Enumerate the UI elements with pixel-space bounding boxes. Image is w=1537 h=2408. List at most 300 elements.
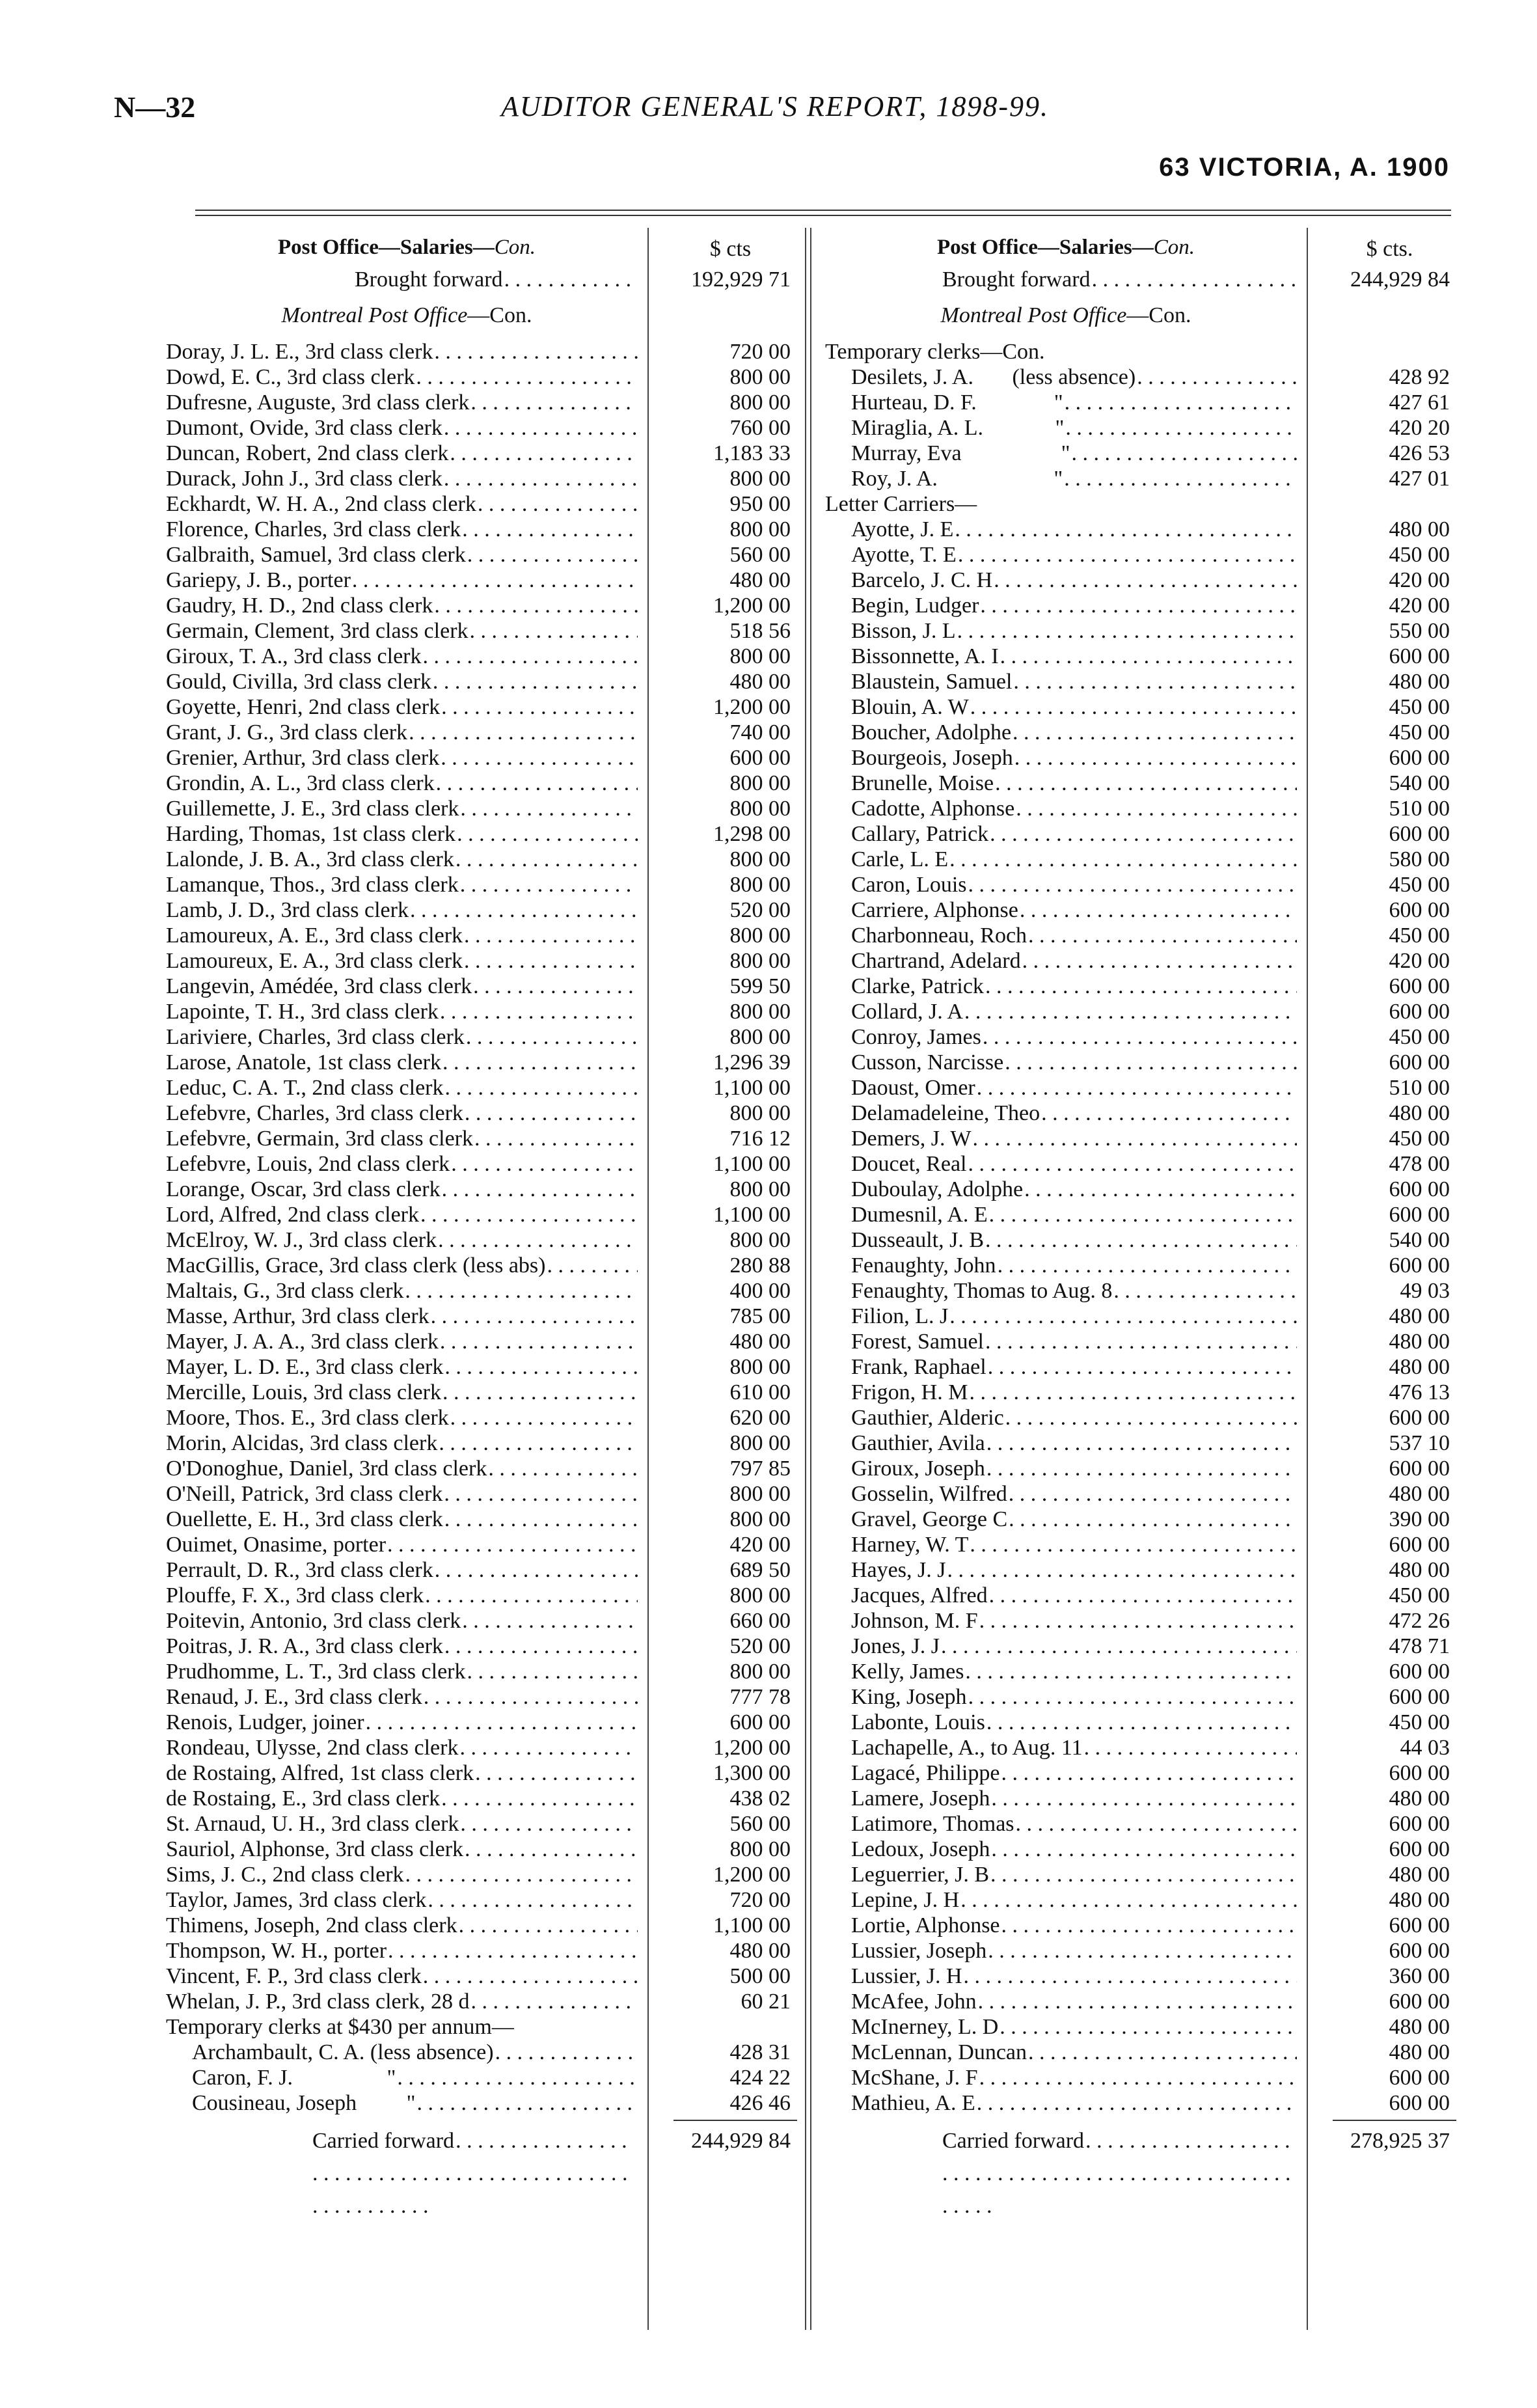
entry-name: Doray, J. L. E., 3rd class clerk <box>166 340 433 364</box>
entry-amount: 600 00 <box>1389 644 1450 668</box>
ledger-row <box>166 364 800 390</box>
header-rule <box>195 210 1451 211</box>
ledger-row <box>166 542 800 568</box>
entry-name: Gauthier, Alderic <box>851 1406 1004 1430</box>
brought-forward-row <box>166 267 800 292</box>
entry-name: Desilets, J. A. (less absence) <box>851 365 1136 389</box>
entry-amount: 480 00 <box>729 568 791 592</box>
entry-amount: 480 00 <box>1389 1304 1450 1328</box>
ledger-row <box>166 999 800 1024</box>
entry-amount: 600 00 <box>1389 1050 1450 1074</box>
ledger-row <box>166 568 800 593</box>
entry-amount: 689 50 <box>729 1558 791 1582</box>
entry-name: Delamadeleine, Theo <box>851 1101 1041 1125</box>
unit-header: $ cts <box>709 237 752 261</box>
ledger-row <box>825 1583 1460 1608</box>
ledger-row <box>825 1481 1460 1507</box>
entry-amount: 480 00 <box>729 670 791 694</box>
entry-name: Sims, J. C., 2nd class clerk <box>166 1863 404 1887</box>
ledger-row <box>825 1151 1460 1177</box>
ledger-row <box>166 745 800 771</box>
entry-amount: 800 00 <box>729 644 791 668</box>
ledger-row <box>166 821 800 847</box>
entry-name: Duboulay, Adolphe <box>851 1177 1024 1201</box>
ledger-row <box>166 339 800 364</box>
entry-name: Cadotte, Alphonse <box>851 797 1015 821</box>
ledger-row <box>825 1963 1460 1989</box>
entry-name: Conroy, James <box>851 1025 981 1049</box>
entry-amount: 760 00 <box>729 416 791 440</box>
total-rule <box>166 2116 800 2125</box>
ledger-row <box>166 1075 800 1101</box>
ledger-row <box>166 1811 800 1837</box>
entry-name: Mayer, L. D. E., 3rd class clerk <box>166 1355 444 1379</box>
ledger-row <box>825 542 1460 568</box>
entry-name: Caron, Louis <box>851 873 967 897</box>
entry-name: Temporary clerks at $430 per annum— <box>166 2015 514 2039</box>
entry-name: Caron, F. J. " <box>192 2066 396 2090</box>
entry-amount: 49 03 <box>1400 1279 1450 1303</box>
section-heading-con: —Con. <box>1126 303 1191 327</box>
entry-amount: 610 00 <box>729 1380 791 1404</box>
entry-name: Taylor, James, 3rd class clerk <box>166 1888 427 1912</box>
entry-amount: 800 00 <box>729 771 791 795</box>
entry-amount: 600 00 <box>1389 2091 1450 2115</box>
entry-amount: 1,183 33 <box>713 441 791 465</box>
entry-amount: 476 13 <box>1389 1380 1450 1404</box>
entry-name: Gauthier, Avila <box>851 1431 985 1455</box>
entry-amount: 426 46 <box>729 2091 791 2115</box>
entry-name: Larose, Anatole, 1st class clerk <box>166 1050 441 1074</box>
ledger-row <box>166 1887 800 1913</box>
entry-name: Brunelle, Moise <box>851 771 994 795</box>
entry-amount: 600 00 <box>1389 1837 1450 1861</box>
ledger-row <box>825 1405 1460 1430</box>
entry-name: Hurteau, D. F. " <box>851 390 1063 415</box>
section-heading-text: Montreal Post Office <box>281 303 468 327</box>
entry-name: Carle, L. E <box>851 847 949 871</box>
entry-name: de Rostaing, E., 3rd class clerk <box>166 1786 441 1811</box>
entry-amount: 560 00 <box>729 543 791 567</box>
ledger-row <box>166 1202 800 1227</box>
brought-forward-amount: 192,929 71 <box>691 267 791 292</box>
entry-amount: 450 00 <box>1389 924 1450 948</box>
ledger-row <box>166 1304 800 1329</box>
entry-name: Bissonnette, A. I <box>851 644 999 668</box>
ledger-row <box>825 821 1460 847</box>
entry-name: Blouin, A. W <box>851 695 969 719</box>
entry-amount: 800 00 <box>729 1025 791 1049</box>
entry-amount: 740 00 <box>729 720 791 745</box>
ledger-row <box>825 1126 1460 1151</box>
ledger-row <box>825 2014 1460 2040</box>
entry-name: Goyette, Henri, 2nd class clerk <box>166 695 441 719</box>
entry-name: Cusson, Narcisse <box>851 1050 1004 1074</box>
page-number: N—32 <box>114 90 196 124</box>
entry-amount: 280 88 <box>729 1253 791 1278</box>
entry-amount: 1,100 00 <box>713 1152 791 1176</box>
entry-name: Ledoux, Joseph <box>851 1837 990 1861</box>
right-column <box>825 228 1460 2330</box>
ledger-row <box>166 1532 800 1557</box>
ledger-row <box>166 2040 800 2065</box>
ledger-row <box>825 669 1460 694</box>
entry-amount: 520 00 <box>729 1634 791 1658</box>
entry-name: Miraglia, A. L. " <box>851 416 1065 440</box>
entry-amount: 800 00 <box>729 1101 791 1125</box>
entry-amount: 500 00 <box>729 1964 791 1988</box>
ledger-row <box>166 415 800 441</box>
entry-name: Lord, Alfred, 2nd class clerk <box>166 1203 419 1227</box>
ledger-row <box>825 720 1460 745</box>
entry-amount: 472 26 <box>1389 1609 1450 1633</box>
right-rows <box>825 339 1460 2116</box>
unit-header: $ cts. <box>1366 237 1413 261</box>
entry-amount: 600 00 <box>1389 1000 1450 1024</box>
entry-amount: 800 00 <box>729 1482 791 1506</box>
entry-name: Lalonde, J. B. A., 3rd class clerk <box>166 847 454 871</box>
ledger-row <box>825 517 1460 542</box>
entry-name: Thompson, W. H., porter <box>166 1939 387 1963</box>
entry-name: Lepine, J. H <box>851 1888 960 1912</box>
entry-amount: 1,200 00 <box>713 1863 791 1887</box>
ledger-row <box>166 720 800 745</box>
entry-name: Carriere, Alphonse <box>851 898 1018 922</box>
entry-name: Clarke, Patrick <box>851 974 984 998</box>
entry-name: O'Donoghue, Daniel, 3rd class clerk <box>166 1457 487 1481</box>
entry-amount: 600 00 <box>1389 1203 1450 1227</box>
ledger-row <box>166 1380 800 1405</box>
entry-amount: 800 00 <box>729 1583 791 1608</box>
entry-amount: 478 00 <box>1389 1152 1450 1176</box>
ledger-row <box>166 1253 800 1278</box>
entry-amount: 800 00 <box>729 924 791 948</box>
entry-name: Lorange, Oscar, 3rd class clerk <box>166 1177 441 1201</box>
entry-name: Sauriol, Alphonse, 3rd class clerk <box>166 1837 464 1861</box>
entry-amount: 420 20 <box>1389 416 1450 440</box>
ledger-row <box>825 771 1460 796</box>
entry-name: Dowd, E. C., 3rd class clerk <box>166 365 415 389</box>
entry-amount: 478 71 <box>1389 1634 1450 1658</box>
entry-amount: 424 22 <box>729 2066 791 2090</box>
ledger-row <box>825 1684 1460 1710</box>
entry-name: Grondin, A. L., 3rd class clerk <box>166 771 435 795</box>
entry-amount: 480 00 <box>1389 1330 1450 1354</box>
ledger-row <box>166 1405 800 1430</box>
entry-name: Blaustein, Samuel <box>851 670 1013 694</box>
entry-amount: 480 00 <box>1389 1101 1450 1125</box>
ledger-row <box>825 1380 1460 1405</box>
brought-forward-row <box>825 267 1460 292</box>
entry-amount: 600 00 <box>1389 822 1450 846</box>
entry-name: Dusseault, J. B <box>851 1228 984 1252</box>
entry-amount: 600 00 <box>1389 1761 1450 1785</box>
entry-amount: 510 00 <box>1389 797 1450 821</box>
entry-name: Jacques, Alfred <box>851 1583 988 1608</box>
ledger-row <box>166 847 800 872</box>
ledger-row <box>166 1354 800 1380</box>
entry-name: Hayes, J. J <box>851 1558 946 1582</box>
entry-name: Plouffe, F. X., 3rd class clerk <box>166 1583 424 1608</box>
entry-name: McLennan, Duncan <box>851 2040 1027 2064</box>
entry-amount: 426 53 <box>1389 441 1450 465</box>
entry-amount: 800 00 <box>729 365 791 389</box>
entry-name: Florence, Charles, 3rd class clerk <box>166 517 461 541</box>
entry-amount: 480 00 <box>1389 670 1450 694</box>
entry-amount: 400 00 <box>729 1279 791 1303</box>
entry-amount: 800 00 <box>729 1355 791 1379</box>
ledger-row <box>166 1837 800 1862</box>
entry-amount: 720 00 <box>729 1888 791 1912</box>
entry-amount: 800 00 <box>729 1507 791 1531</box>
entry-amount: 480 00 <box>729 1939 791 1963</box>
entry-name: Begin, Ludger <box>851 594 979 618</box>
report-title: AUDITOR GENERAL'S REPORT, 1898-99. <box>501 90 1050 122</box>
ledger-row <box>825 923 1460 948</box>
entry-name: St. Arnaud, U. H., 3rd class clerk <box>166 1812 459 1836</box>
entry-name: Lefebvre, Germain, 3rd class clerk <box>166 1127 473 1151</box>
ledger-row <box>825 1304 1460 1329</box>
entry-name: de Rostaing, Alfred, 1st class clerk <box>166 1761 474 1785</box>
entry-name: Gosselin, Wilfred <box>851 1482 1007 1506</box>
entry-name: Kelly, James <box>851 1660 964 1684</box>
entry-name: Lefebvre, Louis, 2nd class clerk <box>166 1152 450 1176</box>
entry-amount: 480 00 <box>1389 1888 1450 1912</box>
column-title-con: Con. <box>1153 236 1195 259</box>
entry-amount: 800 00 <box>729 1228 791 1252</box>
column-header <box>166 228 800 267</box>
entry-amount: 800 00 <box>729 467 791 491</box>
entry-name: Lamoureux, E. A., 3rd class clerk <box>166 949 463 973</box>
section-heading <box>825 292 1307 339</box>
ledger-row <box>825 1278 1460 1304</box>
entry-name: Poitras, J. R. A., 3rd class clerk <box>166 1634 443 1658</box>
entry-name: Maltais, G., 3rd class clerk <box>166 1279 404 1303</box>
entry-amount: 600 00 <box>1389 1177 1450 1201</box>
ledger-row <box>825 897 1460 923</box>
column-header <box>825 228 1460 267</box>
ledger-row <box>166 1024 800 1050</box>
entry-name: Germain, Clement, 3rd class clerk <box>166 619 469 643</box>
entry-name: Lussier, J. H <box>851 1964 962 1988</box>
entry-name: Lamoureux, A. E., 3rd class clerk <box>166 924 463 948</box>
ledger-row <box>825 1329 1460 1354</box>
ledger-row <box>825 1608 1460 1634</box>
entry-amount: 600 00 <box>729 1710 791 1734</box>
entry-name: Fenaughty, Thomas to Aug. 8 <box>851 1279 1113 1303</box>
entry-name: McInerney, L. D <box>851 2015 999 2039</box>
entry-name: Charbonneau, Roch <box>851 924 1027 948</box>
entry-amount: 620 00 <box>729 1406 791 1430</box>
entry-name: Thimens, Joseph, 2nd class clerk <box>166 1913 457 1937</box>
entry-name: Dumesnil, A. E <box>851 1203 988 1227</box>
ledger-row <box>825 1354 1460 1380</box>
ledger-row <box>825 1507 1460 1532</box>
ledger-row <box>166 1177 800 1202</box>
entry-amount: 600 00 <box>1389 1457 1450 1481</box>
entry-amount: 600 00 <box>1389 1812 1450 1836</box>
ledger-row <box>825 1811 1460 1837</box>
ledger-row <box>825 491 1460 517</box>
ledger-row <box>166 466 800 491</box>
ledger-row <box>825 339 1460 364</box>
ledger-row <box>825 1887 1460 1913</box>
ledger-row <box>166 1278 800 1304</box>
entry-amount: 450 00 <box>1389 695 1450 719</box>
entry-name: Doucet, Real <box>851 1152 967 1176</box>
entry-name: Harney, W. T <box>851 1533 969 1557</box>
entry-name: Lefebvre, Charles, 3rd class clerk <box>166 1101 463 1125</box>
ledger-row <box>166 1913 800 1938</box>
entry-name: Rondeau, Ulysse, 2nd class clerk <box>166 1736 459 1760</box>
carried-forward-row <box>166 2125 800 2157</box>
entry-name: Filion, L. J <box>851 1304 949 1328</box>
ledger-row <box>825 1532 1460 1557</box>
ledger-row <box>166 1101 800 1126</box>
entry-name: Durack, John J., 3rd class clerk <box>166 467 442 491</box>
ledger-row <box>825 618 1460 644</box>
column-title-con: Con. <box>494 236 536 259</box>
ledger-row <box>166 1050 800 1075</box>
left-rows <box>166 339 800 2116</box>
header-rule-2 <box>195 215 1451 216</box>
ledger-row <box>825 2040 1460 2065</box>
ledger-row <box>825 1735 1460 1760</box>
entry-amount: 518 56 <box>729 619 791 643</box>
ledger-row <box>166 1786 800 1811</box>
entry-name: Boucher, Adolphe <box>851 720 1012 745</box>
entry-name: Gould, Civilla, 3rd class clerk <box>166 670 431 694</box>
entry-name: Mayer, J. A. A., 3rd class clerk <box>166 1330 439 1354</box>
ledger-row <box>166 897 800 923</box>
entry-amount: 600 00 <box>1389 1253 1450 1278</box>
ledger-row <box>825 1786 1460 1811</box>
entry-amount: 600 00 <box>1389 1939 1450 1963</box>
entry-amount: 480 00 <box>1389 1558 1450 1582</box>
ledger-row <box>166 2090 800 2116</box>
entry-name: Harding, Thomas, 1st class clerk <box>166 822 456 846</box>
entry-name: Whelan, J. P., 3rd class clerk, 28 d <box>166 1990 470 2014</box>
entry-name: Galbraith, Samuel, 3rd class clerk <box>166 543 466 567</box>
entry-amount: 600 00 <box>1389 1685 1450 1709</box>
entry-amount: 510 00 <box>1389 1076 1450 1100</box>
entry-name: Bourgeois, Joseph <box>851 746 1013 770</box>
entry-amount: 450 00 <box>1389 873 1450 897</box>
entry-name: Ayotte, T. E <box>851 543 957 567</box>
entry-name: Barcelo, J. C. H <box>851 568 993 592</box>
ledger-row <box>825 466 1460 491</box>
entry-name: Bisson, J. L <box>851 619 956 643</box>
entry-amount: 60 21 <box>741 1990 791 2014</box>
entry-name: Lamere, Joseph <box>851 1786 990 1811</box>
entry-amount: 480 00 <box>1389 517 1450 541</box>
entry-amount: 800 00 <box>729 1837 791 1861</box>
entry-amount: 800 00 <box>729 390 791 415</box>
entry-amount: 1,100 00 <box>713 1076 791 1100</box>
ledger-row <box>825 948 1460 974</box>
entry-amount: 560 00 <box>729 1812 791 1836</box>
entry-amount: 600 00 <box>1389 1533 1450 1557</box>
entry-amount: 800 00 <box>729 873 791 897</box>
entry-name: Murray, Eva " <box>851 441 1070 465</box>
carried-forward-amount: 278,925 37 <box>1350 2129 1450 2153</box>
entry-name: Daoust, Omer <box>851 1076 975 1100</box>
ledger-row <box>166 644 800 669</box>
entry-name: Lamb, J. D., 3rd class clerk <box>166 898 409 922</box>
entry-name: McAfee, John <box>851 1990 977 2014</box>
entry-amount: 427 01 <box>1389 467 1450 491</box>
entry-amount: 480 00 <box>1389 1863 1450 1887</box>
ledger-row <box>166 1989 800 2014</box>
ledger-row <box>166 948 800 974</box>
entry-amount: 950 00 <box>729 492 791 516</box>
ledger-row <box>825 390 1460 415</box>
entry-name: Renois, Ludger, joiner <box>166 1710 364 1734</box>
entry-amount: 480 00 <box>729 1330 791 1354</box>
ledger-row <box>166 1735 800 1760</box>
entry-name: Gaudry, H. D., 2nd class clerk <box>166 594 433 618</box>
entry-name: Guillemette, J. E., 3rd class clerk <box>166 797 459 821</box>
entry-name: Letter Carriers— <box>825 492 977 516</box>
section-heading-con: —Con. <box>467 303 532 327</box>
ledger-row <box>166 1456 800 1481</box>
entry-name: Perrault, D. R., 3rd class clerk <box>166 1558 433 1582</box>
ledger-row <box>166 1710 800 1735</box>
entry-name: Johnson, M. F <box>851 1609 978 1633</box>
entry-name: Ouellette, E. H., 3rd class clerk <box>166 1507 443 1531</box>
entry-amount: 450 00 <box>1389 543 1450 567</box>
ledger-row <box>166 974 800 999</box>
entry-name: Dufresne, Auguste, 3rd class clerk <box>166 390 470 415</box>
ledger-row <box>166 390 800 415</box>
brought-forward-label: Brought forward <box>942 267 1091 292</box>
entry-amount: 480 00 <box>1389 1355 1450 1379</box>
column-title <box>825 236 1307 260</box>
entry-amount: 720 00 <box>729 340 791 364</box>
entry-name: Lariviere, Charles, 3rd class clerk <box>166 1025 465 1049</box>
ledger-row <box>166 872 800 897</box>
entry-amount: 800 00 <box>729 847 791 871</box>
entry-amount: 450 00 <box>1389 1710 1450 1734</box>
entry-name: Demers, J. W <box>851 1127 972 1151</box>
entry-name: Leduc, C. A. T., 2nd class clerk <box>166 1076 444 1100</box>
entry-amount: 420 00 <box>729 1533 791 1557</box>
session-label: 63 VICTORIA, A. 1900 <box>1159 153 1450 182</box>
entry-amount: 600 00 <box>1389 1913 1450 1937</box>
ledger-row <box>166 1481 800 1507</box>
ledger-row <box>166 1329 800 1354</box>
ledger-row <box>166 1659 800 1684</box>
entry-name: Masse, Arthur, 3rd class clerk <box>166 1304 429 1328</box>
ledger-row <box>825 1075 1460 1101</box>
entry-amount: 800 00 <box>729 1660 791 1684</box>
entry-name: Frigon, H. M <box>851 1380 968 1404</box>
ledger-row <box>825 1177 1460 1202</box>
entry-amount: 600 00 <box>1389 974 1450 998</box>
entry-name: Frank, Raphael <box>851 1355 986 1379</box>
ledger-row <box>825 1456 1460 1481</box>
entry-name: Collard, J. A <box>851 1000 963 1024</box>
column-title-text: Post Office—Salaries— <box>278 236 495 259</box>
entry-name: Langevin, Amédée, 3rd class clerk <box>166 974 472 998</box>
entry-name: Archambault, C. A. (less absence) <box>192 2040 494 2064</box>
entry-name: Temporary clerks—Con. <box>825 340 1045 364</box>
column-title <box>166 236 647 260</box>
entry-name: Grant, J. G., 3rd class clerk <box>166 720 408 745</box>
entry-name: Cousineau, Joseph " <box>192 2091 416 2115</box>
ledger-row <box>825 593 1460 618</box>
ledger-row <box>825 1253 1460 1278</box>
